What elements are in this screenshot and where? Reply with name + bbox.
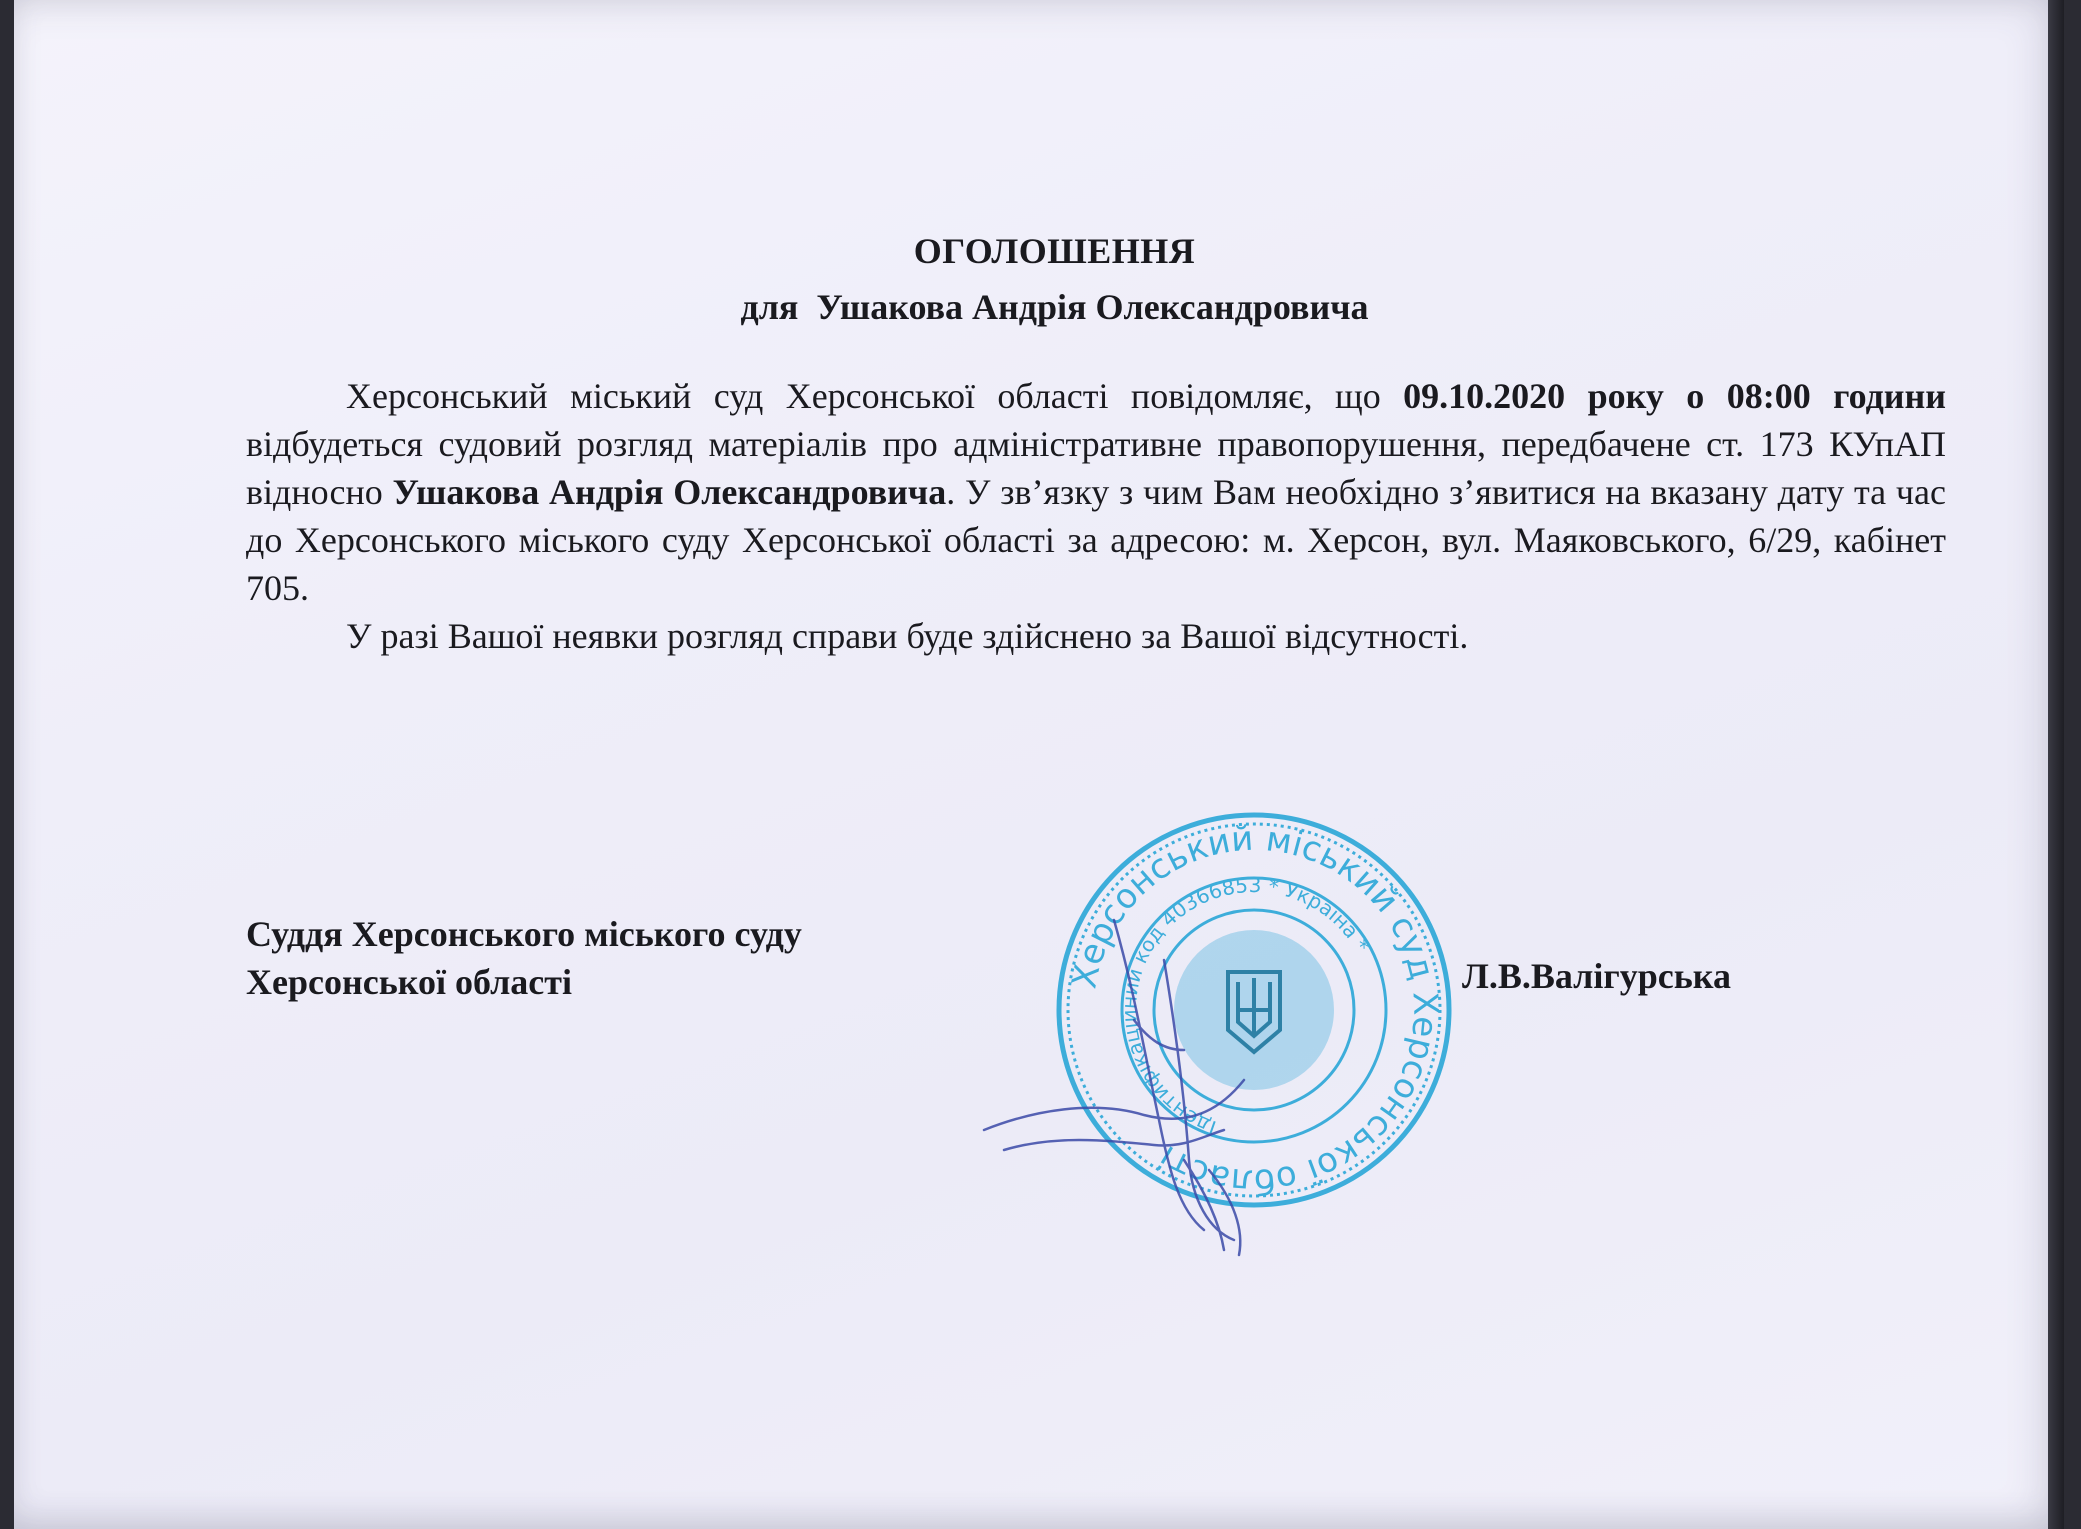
signatory-line-1: Суддя Херсонського міського суду [246,914,802,954]
handwritten-signature [974,900,1334,1260]
document-page [14,0,2064,1529]
body-paragraph-1 [246,372,1946,612]
signatory-name: Л.В.Валігурська [1462,956,1731,996]
seal-outer-text: Херсонський міський суд Херсонської області [1064,818,1446,1202]
document-title: ОГОЛОШЕННЯ [913,231,1196,271]
body-paragraph-2: У разі Вашої неявки розгляд справи буде здійснено за Вашої відсутності. [346,616,1469,656]
paragraph-text: відбудеться судовий розгляд матеріалів про адміністративне правопорушення, передбачене ст. 173 КУпАП відносно [246,424,1946,512]
paragraph-text: . У зв’язку з чим Вам необхідно з’явитися на вказану дату та час до Херсонського міського суду Херсонської області за адресою: м. Херсон, вул. Маяковського, 6/29, кабінет 705. [246,472,1946,608]
signatory-line-2: Херсонської області [246,962,572,1002]
seal-inner-text: Ідентифікаційний код 40366853 * Україна * [1116,872,1375,1141]
signatory-position [246,910,802,1006]
hearing-datetime: 09.10.2020 року о 08:00 години [1403,376,1947,416]
document-body [246,372,1946,660]
paragraph-text: Херсонський міський суд Херсонської області повідомляє, що [346,376,1404,416]
document-subtitle: для Ушакова Андрія Олександровича [740,287,1369,327]
person-name: Ушакова Андрія Олександровича [392,472,947,512]
